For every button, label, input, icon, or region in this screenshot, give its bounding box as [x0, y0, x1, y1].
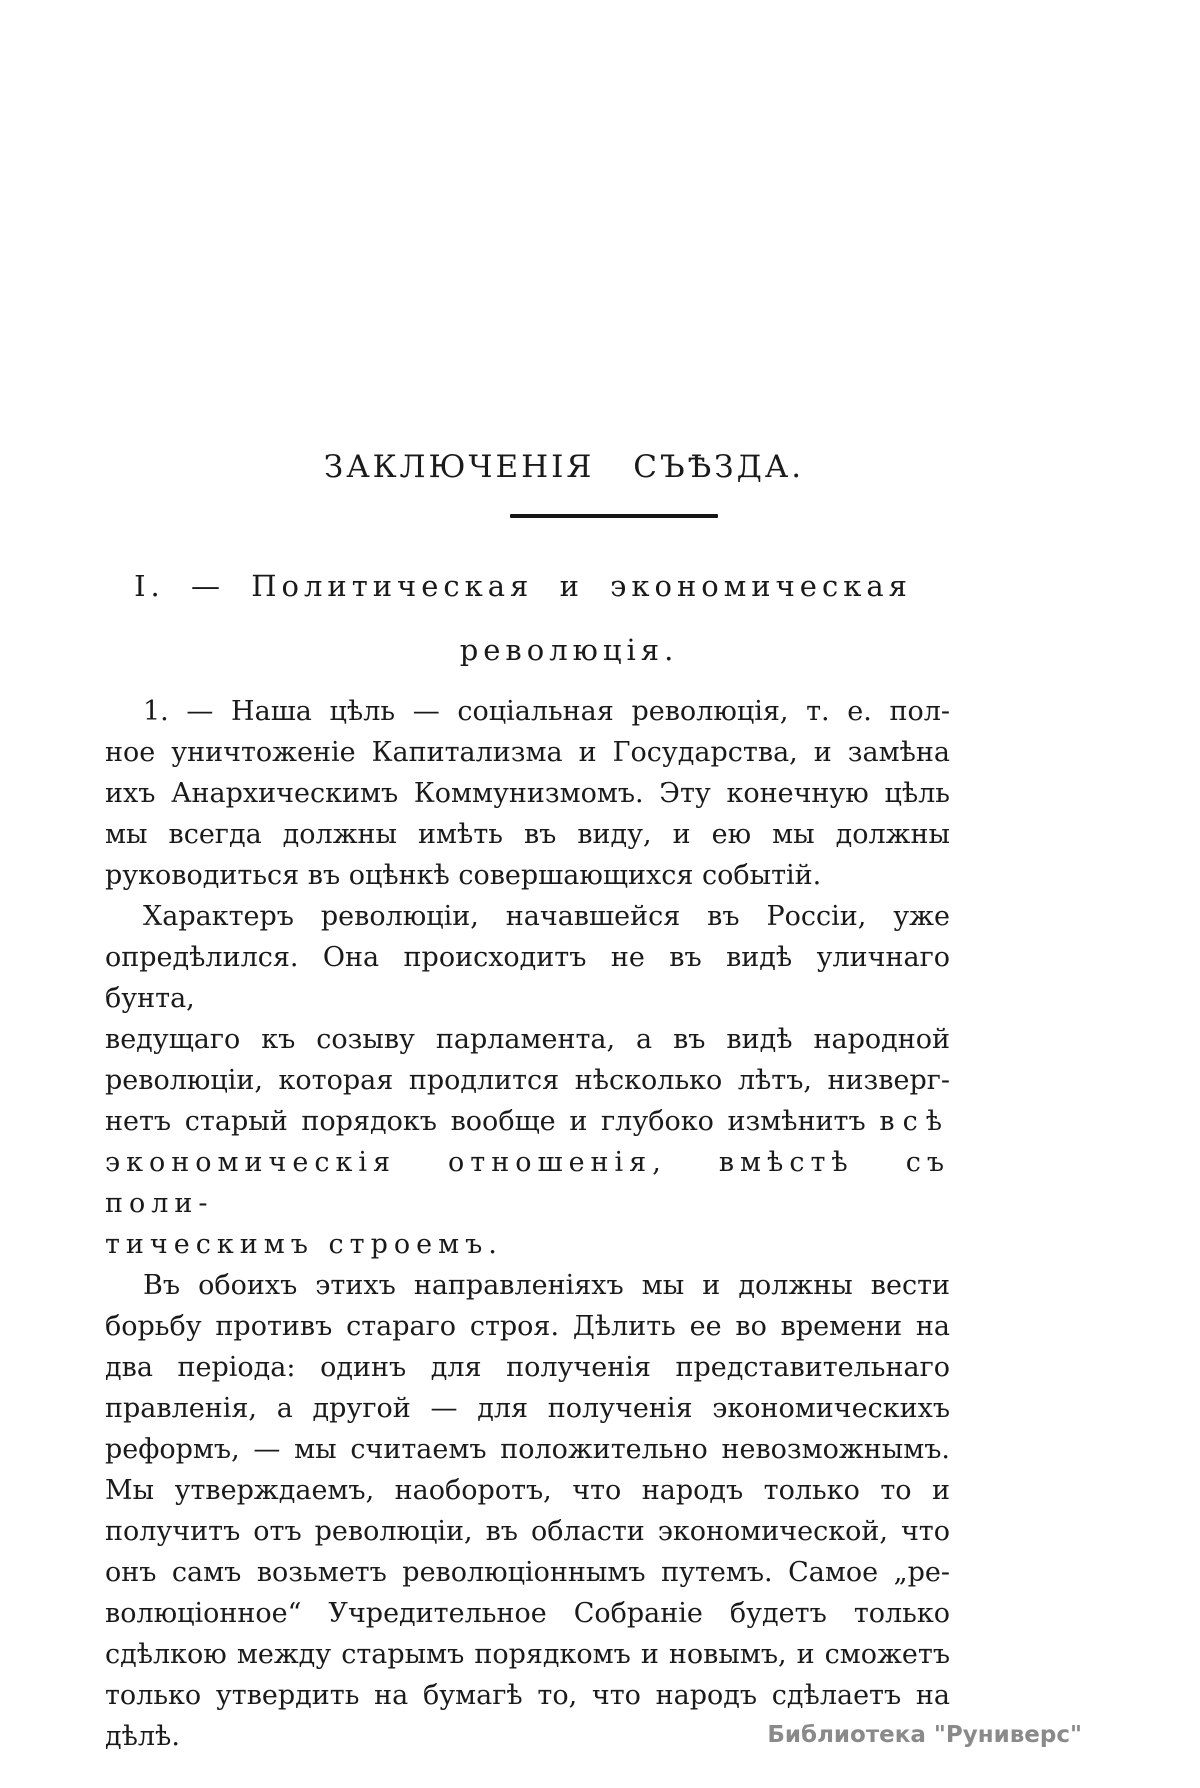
text-line-main: нетъ старый порядокъ вообще и глубоко измѣнитъ [105, 1106, 866, 1137]
text-line: ведущаго къ созыву парламента, а въ видѣ народной [105, 1024, 950, 1055]
text-line: мы всегда должны имѣть въ виду, и ею мы должны [105, 819, 950, 850]
text-line: руководиться въ оцѣнкѣ совершающихся событій. [105, 860, 822, 891]
text-line: Въ обоихъ этихъ направленіяхъ мы и должны вести [143, 1270, 950, 1301]
text-line: тическимъ строемъ. [105, 1229, 503, 1260]
text-line: сдѣлкою между старымъ порядкомъ и новымъ, и сможетъ [105, 1639, 950, 1670]
text-line: борьбу противъ стараго строя. Дѣлить ее во времени на [105, 1311, 950, 1342]
text-line: революціи, которая продлится нѣсколько лѣтъ, низверг- [105, 1065, 950, 1096]
text-line: два періода: одинъ для полученія представительнаго [105, 1352, 950, 1383]
text-line: ное уничтоженіе Капитализма и Государства, и замѣна [105, 737, 950, 768]
section-heading-line2: революція. [459, 633, 679, 667]
text-line: правленія, а другой — для полученія экономическихъ [105, 1393, 950, 1424]
text-line: онъ самъ возьметъ революціоннымъ путемъ. Самое „ре- [105, 1557, 950, 1588]
text-line: только утвердить на бумагѣ то, что народъ сдѣлаетъ на [105, 1680, 950, 1711]
text-line: экономическія отношенія, вмѣстѣ съ поли- [105, 1147, 950, 1219]
text-line: Характеръ революціи, начавшейся въ Россіи, уже [143, 901, 950, 932]
text-line: реформъ, — мы считаемъ положительно невозможнымъ. [105, 1434, 950, 1465]
page-title: ЗАКЛЮЧЕНІЯ СЪѢЗДА. [323, 449, 805, 485]
text-line-emphasis: всѣ [879, 1106, 950, 1137]
text-line: дѣлѣ. [105, 1721, 180, 1752]
title-divider [510, 514, 718, 518]
text-line: получитъ отъ революціи, въ области экономической, что [105, 1516, 950, 1547]
text-line: ихъ Анархическимъ Коммунизмомъ. Эту конечную цѣль [105, 778, 950, 809]
text-line [105, 1101, 950, 1142]
body-text-block [105, 691, 950, 1757]
text-line: 1. — Наша цѣль — соціальная революція, т. е. пол- [143, 696, 950, 727]
text-line: Мы утверждаемъ, наоборотъ, что народъ только то и [105, 1475, 950, 1506]
text-line: волюціонное“ Учредительное Собраніе будетъ только [105, 1598, 950, 1629]
library-watermark: Библиотека "Руниверс" [767, 1722, 1082, 1748]
text-line: опредѣлился. Она происходитъ не въ видѣ уличнаго бунта, [105, 942, 950, 1014]
section-heading-line1: I. — Политическая и экономическая [134, 569, 912, 603]
